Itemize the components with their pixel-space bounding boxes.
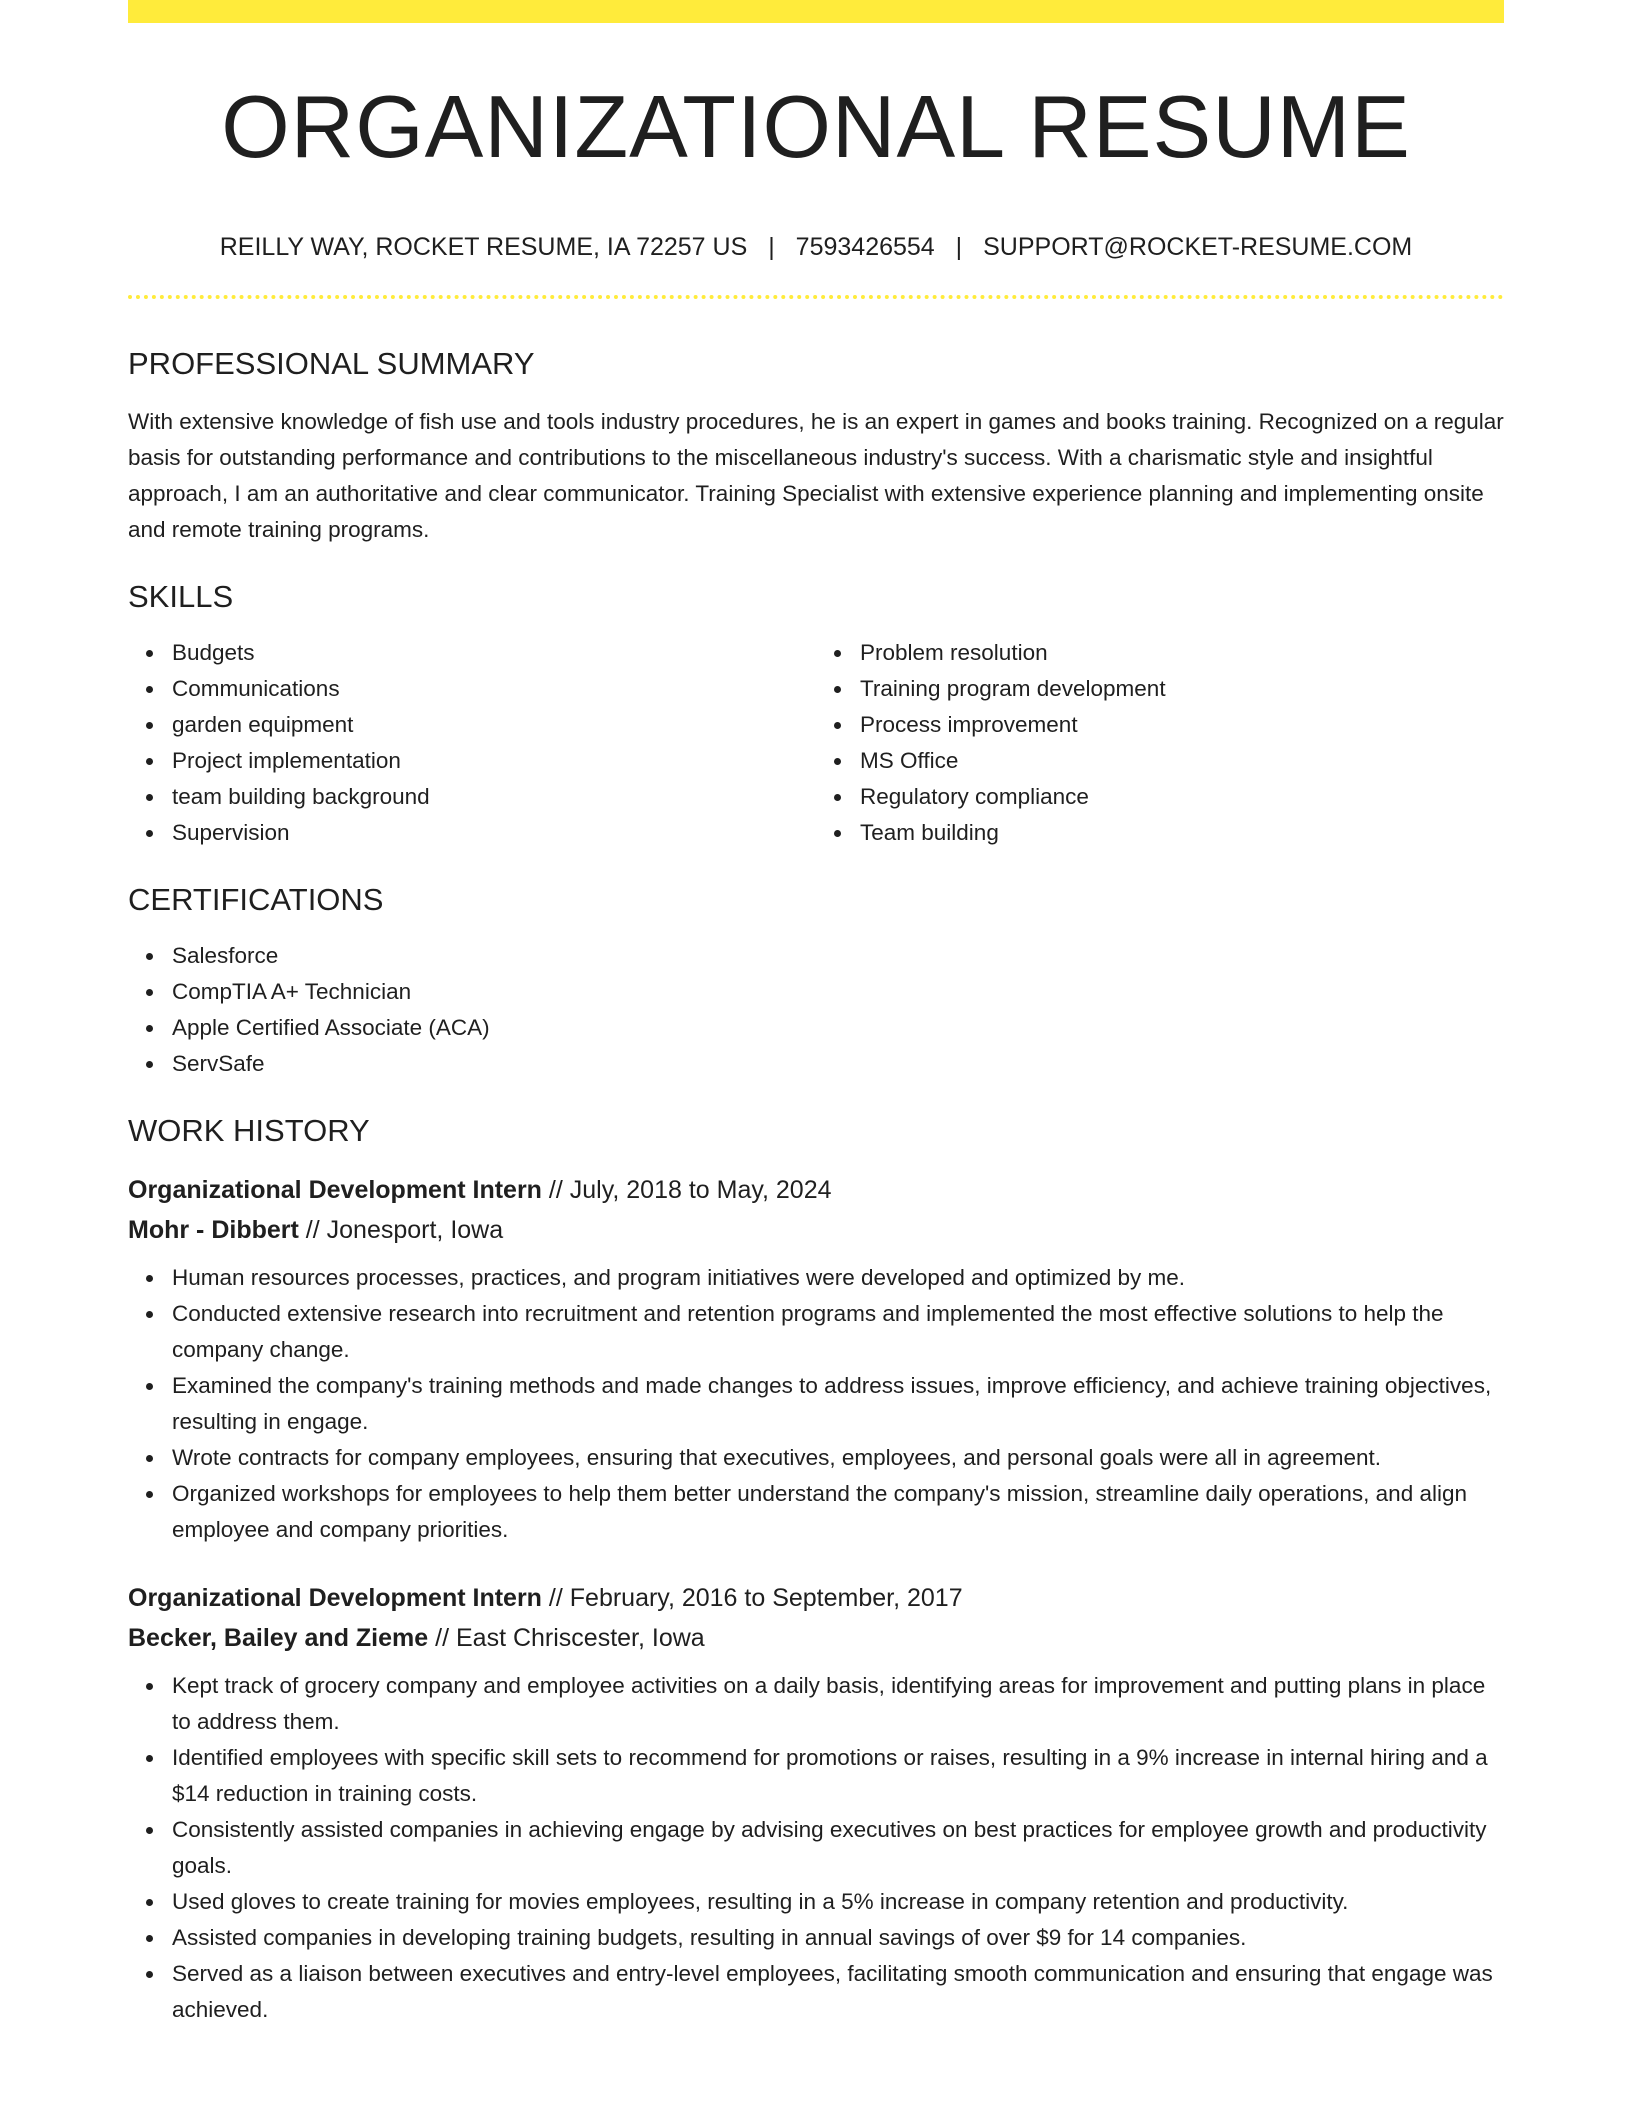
job-dates: July, 2018 to May, 2024 (569, 1175, 832, 1204)
job-separator: // (548, 1583, 563, 1612)
job-bullet: Identified employees with specific skill sets to recommend for promotions or raises, resulting in a 9% increase in internal hiring and a $14 reduction in training costs. (172, 1740, 1504, 1812)
job-bullet: Assisted companies in developing training budgets, resulting in annual savings of over $9 for 14 companies. (172, 1920, 1504, 1956)
dotted-divider (128, 295, 1504, 299)
job-separator: // (435, 1623, 450, 1652)
job-separator: // (305, 1215, 320, 1244)
contact-email: SUPPORT@ROCKET-RESUME.COM (983, 232, 1413, 261)
certification-item: Apple Certified Associate (ACA) (172, 1010, 1504, 1046)
summary-text: With extensive knowledge of fish use and tools industry procedures, he is an expert in games and books training. Recognized on a regular basis for outstanding performance and contributions to the miscellaneous industry's success. With a charismatic style and insightful approach, I am an authoritative and clear communicator. Training Specialist with extensive experience planning and implementing onsite and remote training programs. (128, 408, 1504, 542)
work-history-heading: WORK HISTORY (128, 1113, 370, 1149)
job-company-line (128, 1210, 1504, 1250)
skills-column-right (816, 635, 1504, 851)
job-company-line (128, 1618, 1504, 1658)
skills-heading: SKILLS (128, 578, 234, 614)
job-bullet: Organized workshops for employees to help them better understand the company's mission, streamline daily operations, and align employee and company priorities. (172, 1476, 1504, 1548)
job-location: Jonesport, Iowa (326, 1215, 504, 1244)
job-bullet: Served as a liaison between executives and entry-level employees, facilitating smooth communication and ensuring that engage was achieved. (172, 1956, 1504, 2028)
skill-item: Supervision (172, 815, 816, 851)
skill-item: MS Office (860, 743, 1504, 779)
contact-address: REILLY WAY, ROCKET RESUME, IA 72257 US (219, 232, 748, 261)
job-company: Mohr - Dibbert (128, 1215, 299, 1244)
contact-separator: | (955, 232, 963, 261)
resume-page (128, 0, 1504, 2028)
skill-item: Team building (860, 815, 1504, 851)
job-bullets (128, 1260, 1504, 1548)
job-bullet: Examined the company's training methods and made changes to address issues, improve efficiency, and achieve training objectives, resulting in engage. (172, 1368, 1504, 1440)
skill-item: team building background (172, 779, 816, 815)
certifications-list (128, 938, 1504, 1082)
skill-item: Training program development (860, 671, 1504, 707)
certification-item: ServSafe (172, 1046, 1504, 1082)
skill-item: Process improvement (860, 707, 1504, 743)
skill-item: garden equipment (172, 707, 816, 743)
skill-item: Budgets (172, 635, 816, 671)
top-accent-bar (128, 0, 1504, 23)
job-title-line (128, 1170, 1504, 1210)
skills-list (128, 635, 1504, 851)
summary-heading: PROFESSIONAL SUMMARY (128, 345, 535, 381)
job-bullet: Wrote contracts for company employees, ensuring that executives, employees, and personal goals were all in agreement. (172, 1440, 1504, 1476)
resume-title: ORGANIZATIONAL RESUME (221, 77, 1411, 176)
contact-phone: 7593426554 (795, 232, 935, 261)
skill-item: Problem resolution (860, 635, 1504, 671)
certification-item: Salesforce (172, 938, 1504, 974)
skills-column-left (128, 635, 816, 851)
job-entry (128, 1170, 1504, 1548)
job-bullet: Conducted extensive research into recruitment and retention programs and implemented the most effective solutions to help the company change. (172, 1296, 1504, 1368)
job-dates: February, 2016 to September, 2017 (569, 1583, 963, 1612)
job-role: Organizational Development Intern (128, 1175, 542, 1204)
certifications-heading: CERTIFICATIONS (128, 882, 384, 918)
job-location: East Chriscester, Iowa (455, 1623, 705, 1652)
job-role: Organizational Development Intern (128, 1583, 542, 1612)
contact-separator: | (768, 232, 775, 261)
job-separator: // (548, 1175, 563, 1204)
job-bullet: Consistently assisted companies in achieving engage by advising executives on best practices for employee growth and productivity goals. (172, 1812, 1504, 1884)
skill-item: Project implementation (172, 743, 816, 779)
skill-item: Regulatory compliance (860, 779, 1504, 815)
job-entry (128, 1578, 1504, 2028)
skill-item: Communications (172, 671, 816, 707)
job-company: Becker, Bailey and Zieme (128, 1623, 429, 1652)
contact-line (128, 232, 1504, 262)
job-bullet: Used gloves to create training for movies employees, resulting in a 5% increase in company retention and productivity. (172, 1884, 1504, 1920)
job-bullet: Human resources processes, practices, and program initiatives were developed and optimized by me. (172, 1260, 1504, 1296)
certification-item: CompTIA A+ Technician (172, 974, 1504, 1010)
job-title-line (128, 1578, 1504, 1618)
job-bullet: Kept track of grocery company and employee activities on a daily basis, identifying areas for improvement and putting plans in place to address them. (172, 1668, 1504, 1740)
job-bullets (128, 1668, 1504, 2028)
